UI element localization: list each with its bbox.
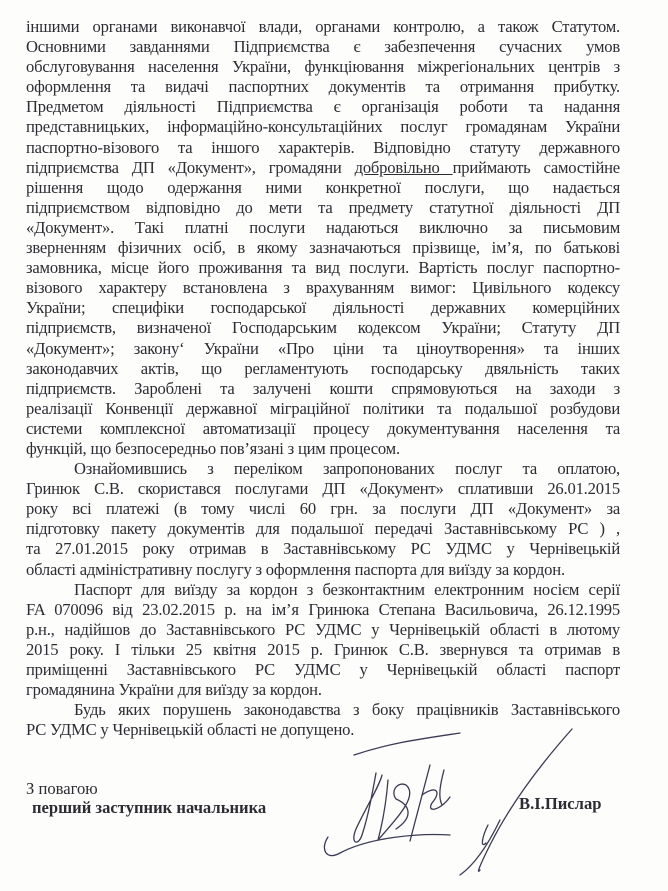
text-line: обслуговування населення України, функціювання міжрегіональних центрів з [26, 57, 620, 77]
text-line: області адміністративну послугу з оформлення паспорта для виїзду за кордон. [26, 559, 565, 579]
text-segment: підприємства ДП «Документ», громадяни [26, 157, 355, 177]
text-line: оформлення та видачі паспортних документів та отримання прибутку. [26, 77, 620, 97]
text-line: іншими органами виконавчої влади, органами контролю, а також Статутом. [26, 17, 620, 36]
text-line: України; специфіки господарської діяльності державних комерційних [26, 298, 620, 318]
text-line: Паспорт для виїзду за кордон з безконтактним електронним носієм серії [74, 579, 620, 599]
text-line: паспортно-візового та іншого характерів. Відповідно статуту державного [26, 137, 620, 157]
text-line: «Документ». Такі платні послуги надаються виключно за письмовим [26, 217, 620, 237]
text-line: 2015 року. І тільки 25 квітня 2015 р. Гринюк С.В. звернувся та отримав в [26, 639, 620, 659]
text-line: рішення щодо одержання ними конкретної послуги, що надається [26, 177, 620, 197]
text-line [26, 158, 620, 178]
text-line: FA 070096 від 23.02.2015 р. на ім’я Гринюка Степана Васильовича, 26.12.1995 [26, 599, 620, 619]
text-line: Будь яких порушень законодавства з боку працівників Заставнівського [74, 700, 620, 720]
underlined-word: добровільно [354, 157, 453, 177]
text-line: підприємством відповідно до мети та предмету статутної діяльності ДП [26, 197, 620, 217]
text-line: зверненням фізичних осіб, в якому зазначаються прізвище, ім’я, по батькові [26, 238, 620, 258]
text-line: замовника, місце його проживання та вид послуги. Вартість послуг паспортно- [26, 258, 620, 278]
signer-title: перший заступник начальника [32, 798, 267, 817]
text-line: підготовку пакету документів для подальшої передачі Заставнівському РС ) , [26, 519, 620, 539]
letter-body [26, 17, 620, 740]
text-line: Основними завданнями Підприємства є забезпечення сучасних умов [26, 37, 620, 57]
text-line: реалізації Конвенції державної міграційної політики та подальшої розбудови [26, 398, 620, 418]
text-line: Гринюк С.В. скористався послугами ДП «Документ» сплативши 26.01.2015 [26, 479, 620, 499]
text-line: РС УДМС у Чернівецькій області не допущено. [26, 720, 355, 740]
text-line: системи комплексної автоматизації процесу документування населення та [26, 418, 620, 438]
text-segment: приймають самостійне [452, 157, 620, 177]
text-line: законодавчих актів, що регламентують господарську двяльність таких [26, 358, 620, 378]
closing-salutation: З повагою [26, 779, 98, 798]
text-line: приміщенні Заставнівського РС УДМС у Чернівецькій області паспорт [26, 660, 620, 679]
text-line: Предметом діяльності Підприємства є організація роботи та надання [26, 97, 620, 117]
text-line: Ознайомившись з переліком запропонованих послуг та оплатою, [74, 459, 620, 479]
text-line: громадянина України для виїзду за кордон. [26, 680, 322, 700]
text-line: підприємств, визначеної Господарським кодексом України; Статуту ДП [26, 318, 620, 338]
signer-name: В.І.Пислар [519, 794, 602, 813]
text-line: візового характеру встановлена з врахуванням вимог: Цивільного кодексу [26, 278, 620, 298]
text-line: функцій, що безпосередньо пов’язані з цим процесом. [26, 438, 400, 458]
text-line: представницьких, інформаційно-консультаційних послуг громадянам України [26, 117, 620, 137]
text-line: та 27.01.2015 року отримав в Заставнівському РС УДМС у Чернівецькій [26, 539, 620, 559]
text-line: р.н., надійшов до Заставнівського РС УДМС у Чернівецькій області в лютому [26, 619, 620, 639]
text-line: «Документ»; закону‘ України «Про ціни та ціноутворення» та інших [26, 338, 620, 358]
text-line: року всі платежі (в тому числі 60 грн. за послуги ДП «Документ» за [26, 499, 620, 519]
text-line: підприємств. Зароблені та залучені кошти спрямовуються на заходи з [26, 378, 620, 398]
